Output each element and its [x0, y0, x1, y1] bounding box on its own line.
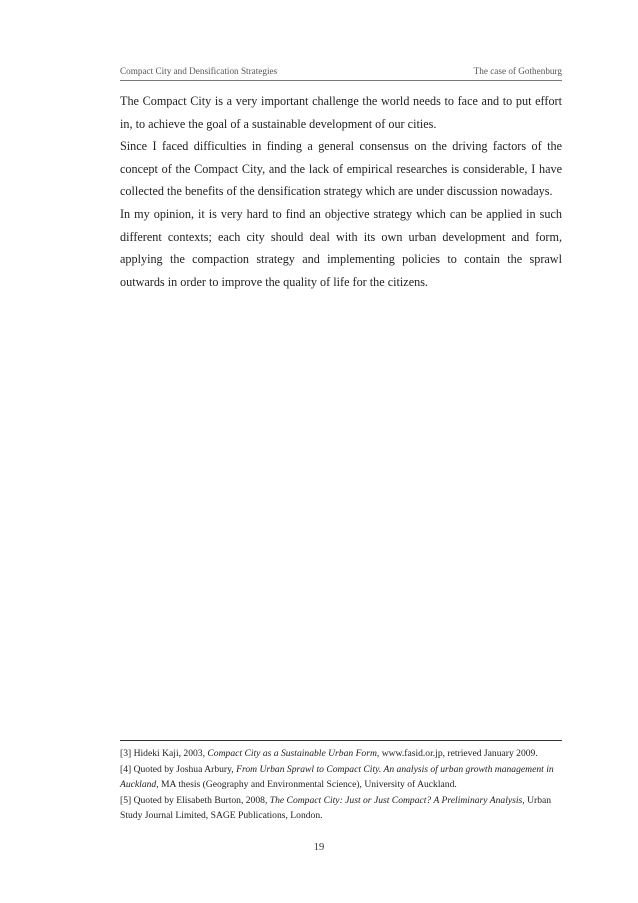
running-header [120, 64, 562, 81]
footnote-title: From Urban Sprawl to Compact City. An analysis of urban growth management in Auckland [120, 763, 554, 791]
footnote-3 [120, 746, 562, 762]
body-paragraph: Since I faced difficulties in finding a general consensus on the driving factors of the concept of the Compact City, and the lack of empirical researches is considerable, I have collected the benefits of the densification strategy which are under discussion nowadays. [120, 139, 562, 199]
page-number: 19 [313, 842, 325, 853]
footnote-prefix: [5] Quoted by Elisabeth Burton, 2008, [120, 794, 270, 806]
footnote-5 [120, 793, 562, 824]
footnote-suffix: , MA thesis (Geography and Environmental Science), University of Auckland. [156, 779, 457, 791]
body-paragraph: In my opinion, it is very hard to find an objective strategy which can be applied in such different contexts; each city should deal with its own urban development and form, applying the compaction strategy and implementing policies to contain the sprawl outwards in order to improve the quality of life for the citizens. [120, 206, 562, 289]
footnote-suffix: , www.fasid.or.jp, retrieved January 2009. [376, 748, 538, 759]
footnote-suffix: , Urban Study Journal Limited, SAGE Publications, London. [120, 794, 552, 822]
footnote-separator [120, 740, 562, 741]
footnote-4 [120, 762, 562, 793]
footnote-prefix: [3] Hideki Kaji, 2003, [120, 748, 208, 759]
footnote-prefix: [4] Quoted by Joshua Arbury, [120, 763, 237, 775]
header-title-left: Compact City and Densification Strategies [120, 66, 278, 76]
body-paragraph: The Compact City is a very important challenge the world needs to face and to put effort in, to achieve the goal of a sustainable development of our cities. [120, 94, 562, 131]
footnote-title: The Compact City: Just or Just Compact? A Preliminary Analysis [269, 794, 523, 806]
footnote-title: Compact City as a Sustainable Urban Form [207, 748, 377, 759]
body-text [120, 90, 562, 293]
footnotes [120, 746, 562, 824]
header-title-right: The case of Gothenburg [473, 66, 562, 76]
